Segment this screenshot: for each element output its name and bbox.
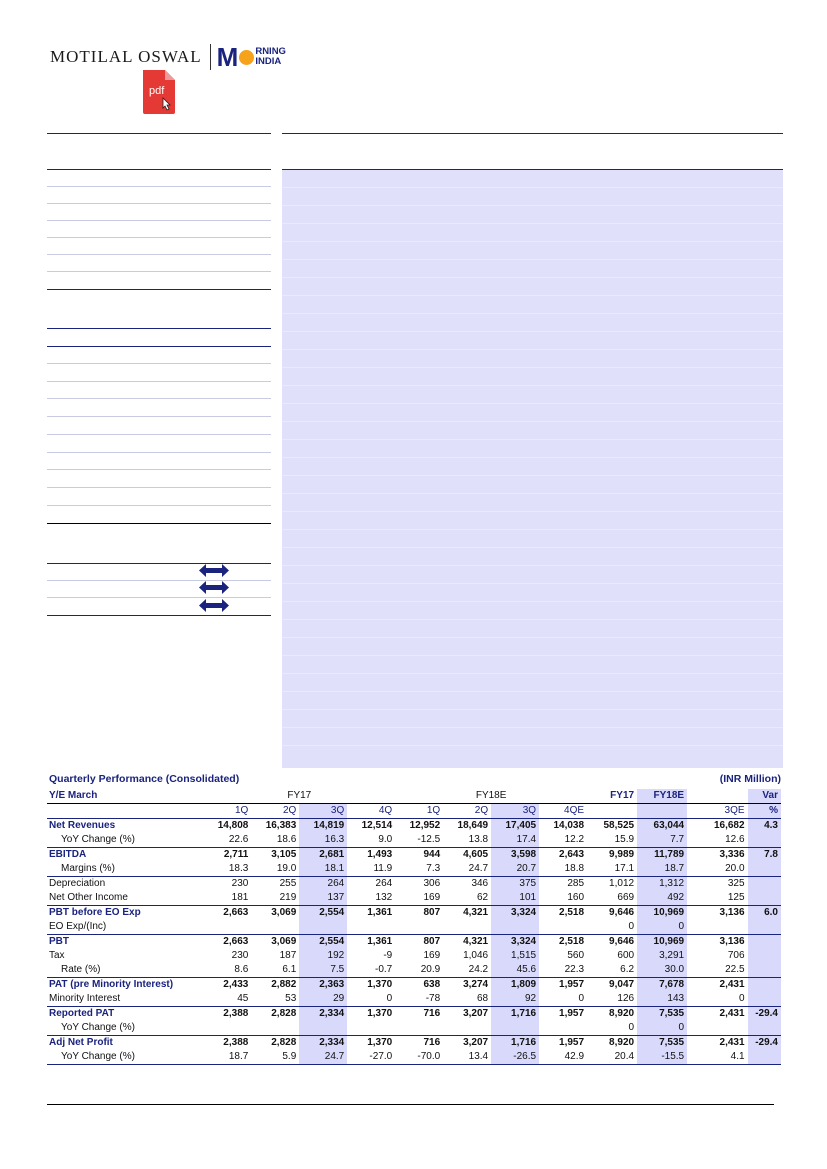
footer-rule <box>47 1104 774 1105</box>
table-cell: 12,514 <box>347 819 395 834</box>
table-cell: 7,535 <box>637 1007 687 1022</box>
table-row <box>47 877 781 892</box>
table-cell: 0 <box>637 920 687 935</box>
table-cell: -27.0 <box>347 1050 395 1065</box>
table-cell: 2,643 <box>539 848 587 863</box>
table-cell <box>687 1021 747 1036</box>
table-cell: 638 <box>395 978 443 993</box>
table-cell: 14,808 <box>203 819 251 834</box>
double-arrow-icon <box>199 564 229 577</box>
table-cell: 18.7 <box>637 862 687 877</box>
table-cell: 2,431 <box>687 978 747 993</box>
table-cell: 2,518 <box>539 906 587 921</box>
table-cell: 7.8 <box>748 848 781 863</box>
table-cell: 8,920 <box>587 1036 637 1051</box>
table-cell: 18.8 <box>564 863 585 874</box>
table-cell <box>203 920 251 935</box>
rule-left-2 <box>47 169 271 170</box>
table-cell <box>347 1021 395 1036</box>
table-cell: 1,361 <box>347 906 395 921</box>
table-cell: 126 <box>617 993 635 1004</box>
table-cell: 3,207 <box>443 1036 491 1051</box>
table-row <box>47 848 781 863</box>
table-cell <box>443 1021 491 1036</box>
table-cell: 2,663 <box>203 906 251 921</box>
table-cell: 3,105 <box>251 848 299 863</box>
table-cell: 2,518 <box>539 935 587 950</box>
table-cell: 18.6 <box>276 834 297 845</box>
table-cell: 7.5 <box>299 963 347 978</box>
table-cell: 306 <box>395 877 443 892</box>
table-cell <box>539 920 587 935</box>
table-cell: 18.1 <box>299 862 347 877</box>
sun-icon <box>239 50 254 65</box>
table-cell: 9,989 <box>587 848 637 863</box>
table-cell: 10,969 <box>637 935 687 950</box>
table-cell: 0 <box>628 1022 635 1033</box>
table-row <box>47 935 781 950</box>
table-cell: 264 <box>347 877 395 892</box>
table-cell: 16.3 <box>299 833 347 848</box>
rule-left-top <box>47 133 271 134</box>
table-row <box>47 906 781 921</box>
table-cell: 132 <box>375 892 393 903</box>
table-cell: 22.6 <box>228 834 249 845</box>
table-cell: 255 <box>251 877 299 892</box>
table-cell <box>748 935 781 950</box>
table-cell: 8,920 <box>587 1007 637 1022</box>
table-cell <box>491 920 539 935</box>
table-cell: 11,789 <box>637 848 687 863</box>
table-cell: 716 <box>395 1036 443 1051</box>
table-cell: 92 <box>491 992 539 1007</box>
row-label: Depreciation <box>47 877 203 892</box>
table-cell: 4,321 <box>443 906 491 921</box>
table-cell: 706 <box>727 950 745 961</box>
table-cell: -70.0 <box>395 1050 443 1065</box>
logo-morning-india <box>255 47 286 67</box>
table-title: Quarterly Performance (Consolidated) <box>49 773 240 785</box>
table-cell: 2,828 <box>251 1036 299 1051</box>
table-cell: 8.6 <box>234 964 249 975</box>
table-cell: 19.0 <box>276 863 297 874</box>
table-cell: 20.9 <box>420 964 441 975</box>
table-cell: 560 <box>567 950 585 961</box>
table-cell: 24.7 <box>468 863 489 874</box>
table-cell: -26.5 <box>491 1050 539 1065</box>
table-cell: 716 <box>395 1007 443 1022</box>
table-cell: 12.6 <box>725 834 745 845</box>
table-cell: 1,370 <box>347 1036 395 1051</box>
rule-right-2 <box>282 169 783 170</box>
column-header: 1Q <box>395 804 443 819</box>
table-cell: 11.9 <box>373 863 393 874</box>
table-cell <box>748 1021 781 1036</box>
table-cell <box>395 920 443 935</box>
table-cell: 58,525 <box>587 819 637 834</box>
table-cell: 3,207 <box>443 1007 491 1022</box>
table-cell: 15.9 <box>614 834 635 845</box>
row-label: YoY Change (%) <box>61 834 135 845</box>
table-row <box>47 1050 781 1065</box>
table-row <box>47 1007 781 1022</box>
table-cell: 24.2 <box>468 964 489 975</box>
table-cell: 3,324 <box>491 906 539 921</box>
table-cell: 1,370 <box>347 978 395 993</box>
ye-march-label: Y/E March <box>49 790 98 801</box>
table-cell: 0 <box>628 921 635 932</box>
table-cell: 2,334 <box>299 1036 347 1051</box>
table-cell: 7,678 <box>637 978 687 993</box>
table-cell <box>748 891 781 906</box>
table-cell: 181 <box>231 892 249 903</box>
table-cell: 1,957 <box>539 1007 587 1022</box>
table-cell <box>491 1021 539 1036</box>
table-cell: 0 <box>386 993 393 1004</box>
table-cell: 3,069 <box>251 935 299 950</box>
row-label: Margins (%) <box>61 863 115 874</box>
table-cell: 7.3 <box>426 863 441 874</box>
column-header: % <box>748 804 781 819</box>
table-cell: 4,605 <box>443 848 491 863</box>
table-cell: 944 <box>395 848 443 863</box>
table-cell <box>748 992 781 1007</box>
table-cell: 24.7 <box>299 1050 347 1065</box>
table-cell: -9 <box>383 950 393 961</box>
var-header: Var <box>748 789 781 804</box>
column-header <box>637 804 687 819</box>
table-row <box>47 963 781 978</box>
table-cell: 7,535 <box>637 1036 687 1051</box>
column-header: 3Q <box>491 804 539 819</box>
table-cell: 346 <box>443 877 491 892</box>
header-blank <box>47 804 203 819</box>
fy17-annual-header: FY17 <box>610 790 635 801</box>
table-cell <box>748 978 781 993</box>
table-cell: 264 <box>299 877 347 892</box>
table-cell: 20.7 <box>491 862 539 877</box>
table-cell: 2,828 <box>251 1007 299 1022</box>
blank-header <box>687 789 747 804</box>
column-header: 4QE <box>539 804 587 819</box>
table-cell: 807 <box>395 935 443 950</box>
column-header: 1Q <box>203 804 251 819</box>
table-cell: 6.2 <box>620 964 635 975</box>
table-cell: 2,554 <box>299 935 347 950</box>
pdf-icon-label: pdf <box>149 85 165 97</box>
table-cell: 1,046 <box>463 950 489 961</box>
table-unit: (INR Million) <box>719 773 781 785</box>
table-cell: 1,809 <box>491 978 539 993</box>
table-cell: 192 <box>299 949 347 963</box>
table-cell: 160 <box>567 892 585 903</box>
table-cell: 18,649 <box>443 819 491 834</box>
table-row <box>47 949 781 963</box>
table-cell: 20.4 <box>587 1050 637 1065</box>
quarterly-performance-table <box>47 789 781 1065</box>
table-cell: 10,969 <box>637 906 687 921</box>
table-cell: 325 <box>687 877 747 892</box>
logo-separator <box>210 44 211 70</box>
table-cell: 2,388 <box>203 1036 251 1051</box>
table-cell: 2,882 <box>251 978 299 993</box>
table-cell: 169 <box>423 950 441 961</box>
table-cell: 9,646 <box>587 906 637 921</box>
table-cell: 17.1 <box>614 863 635 874</box>
fy17-group-header: FY17 <box>287 790 312 801</box>
pdf-file-icon[interactable] <box>141 68 177 116</box>
table-cell <box>687 920 747 935</box>
table-cell: 101 <box>491 891 539 906</box>
table-cell <box>299 1021 347 1036</box>
table-cell: 13.8 <box>468 834 489 845</box>
table-cell: 1,370 <box>347 1007 395 1022</box>
table-cell <box>347 920 395 935</box>
table-cell: 63,044 <box>637 819 687 834</box>
table-cell: 143 <box>637 992 687 1007</box>
row-label: EBITDA <box>47 848 203 863</box>
table-cell: -29.4 <box>748 1007 781 1022</box>
table-cell: 5.9 <box>251 1050 299 1065</box>
column-header: 4Q <box>347 804 395 819</box>
table-cell: 1,957 <box>539 978 587 993</box>
table-cell: 1,957 <box>539 1036 587 1051</box>
table-cell: 2,334 <box>299 1007 347 1022</box>
table-cell: 2,363 <box>299 978 347 993</box>
double-arrow-icon <box>199 581 229 594</box>
table-cell: 4.3 <box>748 819 781 834</box>
table-cell: 1,716 <box>491 1007 539 1022</box>
table-cell <box>748 877 781 892</box>
table-row <box>47 862 781 877</box>
table-cell: 6.0 <box>748 906 781 921</box>
table-cell: 1,361 <box>347 935 395 950</box>
table-cell: 12.2 <box>564 834 585 845</box>
table-cell <box>748 833 781 848</box>
table-cell: 807 <box>395 906 443 921</box>
table-cell: 1,012 <box>587 877 637 892</box>
row-label: Net Other Income <box>49 892 128 903</box>
table-cell: 62 <box>477 892 489 903</box>
table-row <box>47 833 781 848</box>
row-label: PBT before EO Exp <box>47 906 203 921</box>
table-cell: 13.4 <box>443 1050 491 1065</box>
table-cell: 137 <box>299 891 347 906</box>
table-cell: 0 <box>637 1021 687 1036</box>
row-label: PAT (pre Minority Interest) <box>47 978 203 993</box>
table-row <box>47 992 781 1007</box>
logo-m-letter: M <box>216 42 239 72</box>
fy18e-group-header: FY18E <box>475 790 507 801</box>
table-row <box>47 891 781 906</box>
table-cell: 2,431 <box>687 1007 747 1022</box>
table-cell: 16,383 <box>251 819 299 834</box>
table-title-bar <box>49 773 781 785</box>
table-cell: 29 <box>299 992 347 1007</box>
double-arrow-icon <box>199 599 229 612</box>
table-cell: 22.3 <box>564 964 585 975</box>
table-cell: 3,291 <box>637 949 687 963</box>
row-label: Adj Net Profit <box>47 1036 203 1051</box>
table-cell: 2,711 <box>203 848 251 863</box>
column-header: 3Q <box>299 804 347 819</box>
column-header <box>587 804 637 819</box>
table-cell: 187 <box>279 950 297 961</box>
table-cell: 9,047 <box>587 978 637 993</box>
table-cell: 1,493 <box>347 848 395 863</box>
table-cell: 17,405 <box>491 819 539 834</box>
fy18e-annual-header: FY18E <box>637 789 687 804</box>
table-cell <box>748 949 781 963</box>
table-cell: 3,336 <box>687 848 747 863</box>
table-cell: 669 <box>617 892 635 903</box>
table-cell: 1,312 <box>637 877 687 892</box>
table-cell <box>748 862 781 877</box>
table-cell: 14,038 <box>539 819 587 834</box>
table-cell: 1,716 <box>491 1036 539 1051</box>
table-cell: 230 <box>203 877 251 892</box>
table-cell <box>395 1021 443 1036</box>
row-label: YoY Change (%) <box>61 1022 135 1033</box>
table-row <box>47 978 781 993</box>
row-label: PBT <box>47 935 203 950</box>
row-label: Tax <box>49 950 65 961</box>
table-cell: 42.9 <box>539 1050 587 1065</box>
table-cell: 45 <box>237 993 249 1004</box>
row-label: YoY Change (%) <box>47 1050 203 1065</box>
table-cell <box>299 920 347 935</box>
table-cell: 16,682 <box>687 819 747 834</box>
table-cell: 4.1 <box>687 1050 747 1065</box>
table-cell: 14,819 <box>299 819 347 834</box>
table-cell: 6.1 <box>282 964 297 975</box>
table-cell: 600 <box>617 950 635 961</box>
table-cell: 3,136 <box>687 935 747 950</box>
table-row <box>47 1021 781 1036</box>
table-cell: 0 <box>739 993 745 1004</box>
table-cell: 230 <box>231 950 249 961</box>
table-cell: 2,388 <box>203 1007 251 1022</box>
table-cell: 2,554 <box>299 906 347 921</box>
table-cell: 169 <box>423 892 441 903</box>
table-cell <box>251 1021 299 1036</box>
table-cell <box>251 920 299 935</box>
table-cell: 45.6 <box>491 963 539 978</box>
table-cell: 7.7 <box>637 833 687 848</box>
table-cell: 2,663 <box>203 935 251 950</box>
row-label: Minority Interest <box>49 993 121 1004</box>
table-cell: 18.3 <box>228 863 249 874</box>
table-cell: 18.7 <box>203 1050 251 1065</box>
table-cell: -15.5 <box>637 1050 687 1065</box>
logo-word-india: INDIA <box>255 56 282 67</box>
table-cell: 0 <box>578 993 585 1004</box>
table-cell: 12,952 <box>395 819 443 834</box>
table-cell: 9.0 <box>378 834 393 845</box>
table-cell: 285 <box>539 877 587 892</box>
table-cell <box>443 920 491 935</box>
table-cell: 2,431 <box>687 1036 747 1051</box>
table-cell: 20.0 <box>725 863 745 874</box>
table-cell: -0.7 <box>374 964 393 975</box>
table-cell: 53 <box>285 993 297 1004</box>
table-cell <box>748 963 781 978</box>
table-cell <box>748 920 781 935</box>
table-cell: 17.4 <box>491 833 539 848</box>
table-cell: 22.5 <box>725 964 745 975</box>
table-cell <box>748 1050 781 1065</box>
row-label: Rate (%) <box>61 964 101 975</box>
logo-word-rning: RNING <box>255 46 286 57</box>
table-cell: 30.0 <box>637 963 687 978</box>
table-cell: 1,515 <box>491 949 539 963</box>
table-cell: 2,433 <box>203 978 251 993</box>
table-cell: 125 <box>727 892 745 903</box>
logo-left-name: MOTILAL OSWAL <box>50 47 202 66</box>
row-label: EO Exp/(Inc) <box>49 921 107 932</box>
table-cell: 3,598 <box>491 848 539 863</box>
table-row <box>47 819 781 834</box>
table-cell <box>539 1021 587 1036</box>
table-cell: 2,681 <box>299 848 347 863</box>
table-cell: 3,274 <box>443 978 491 993</box>
table-cell: 219 <box>279 892 297 903</box>
table-row <box>47 1036 781 1051</box>
table-row <box>47 920 781 935</box>
table-cell: 9,646 <box>587 935 637 950</box>
table-cell: 3,324 <box>491 935 539 950</box>
rule-right-top <box>282 133 783 134</box>
table-cell: 3,136 <box>687 906 747 921</box>
table-cell: 375 <box>491 877 539 892</box>
table-cell: 492 <box>637 891 687 906</box>
table-cell: 4,321 <box>443 935 491 950</box>
table-cell: 3,069 <box>251 906 299 921</box>
table-header-row-1 <box>47 789 781 804</box>
table-cell: -78 <box>425 993 441 1004</box>
column-header: 3QE <box>687 804 747 819</box>
table-cell: -12.5 <box>417 834 441 845</box>
table-cell <box>203 1021 251 1036</box>
table-cell: 68 <box>477 993 489 1004</box>
column-header: 2Q <box>443 804 491 819</box>
row-label: Net Revenues <box>47 819 203 834</box>
table-cell: -29.4 <box>748 1036 781 1051</box>
column-header: 2Q <box>251 804 299 819</box>
table-header-row-2 <box>47 804 781 819</box>
row-label: Reported PAT <box>47 1007 203 1022</box>
